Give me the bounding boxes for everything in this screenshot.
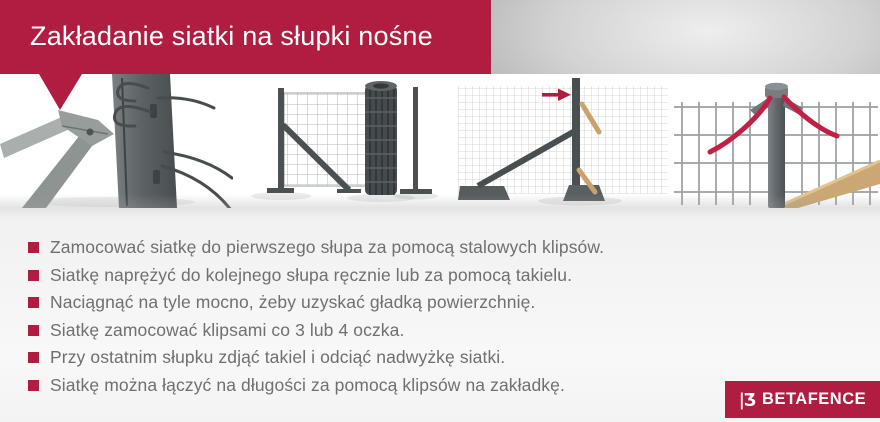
round-post-with-red-tension-wire-photo (672, 74, 880, 208)
betafence-logo (725, 381, 880, 418)
instruction-item (28, 289, 880, 317)
pliers-clip-illustration (0, 74, 233, 208)
betafence-logo-icon: |Ʒ (738, 389, 756, 410)
tensioning-illustration (458, 74, 668, 208)
instruction-text: Zamocować siatkę do pierwszego słupa za pomocą stalowych klipsów. (50, 237, 605, 258)
floor-shadow-band (0, 194, 880, 208)
red-square-bullet-icon (28, 297, 39, 308)
instruction-text: Siatkę można łączyć na długości za pomocą klipsów na zakładkę. (50, 374, 565, 395)
header-gray-gradient (491, 0, 880, 74)
instruction-list (0, 208, 880, 399)
red-square-bullet-icon (28, 380, 39, 391)
pliers-attaching-clip-to-post-photo (0, 74, 233, 208)
header-notch-triangle (39, 74, 82, 110)
instruction-text: Siatkę zamocować klipsami co 3 lub 4 oczka. (50, 319, 405, 340)
red-square-bullet-icon (28, 270, 39, 281)
tensioning-post-with-red-arrow-photo (458, 74, 668, 208)
fence-post (112, 74, 177, 208)
red-square-bullet-icon (28, 325, 39, 336)
mesh-roll (365, 81, 397, 195)
corner-post-mesh-panel-and-roll-photo (237, 74, 455, 208)
instruction-item (28, 234, 880, 262)
instruction-text: Przy ostatnim słupku zdjąć takiel i odciąć nadwyżkę siatki. (50, 347, 506, 368)
corner-post-illustration (237, 74, 455, 208)
tension-wire-illustration (672, 74, 880, 208)
step-photo-strip (0, 74, 880, 208)
red-square-bullet-icon (28, 242, 39, 253)
instruction-item (28, 317, 880, 345)
loose-post (400, 87, 432, 194)
round-post (750, 83, 803, 208)
instruction-text: Siatkę naprężyć do kolejnego słupa ręcznie lub za pomocą takielu. (50, 264, 573, 285)
header-red-band (0, 0, 491, 74)
instruction-item (28, 344, 880, 372)
betafence-logo-text: BETAFENCE (762, 390, 867, 408)
red-square-bullet-icon (28, 352, 39, 363)
instruction-item (28, 262, 880, 290)
page-title: Zakładanie siatki na słupki nośne (30, 20, 433, 51)
instruction-text: Naciągnąć na tyle mocno, żeby uzyskać gładką powierzchnię. (50, 292, 536, 313)
